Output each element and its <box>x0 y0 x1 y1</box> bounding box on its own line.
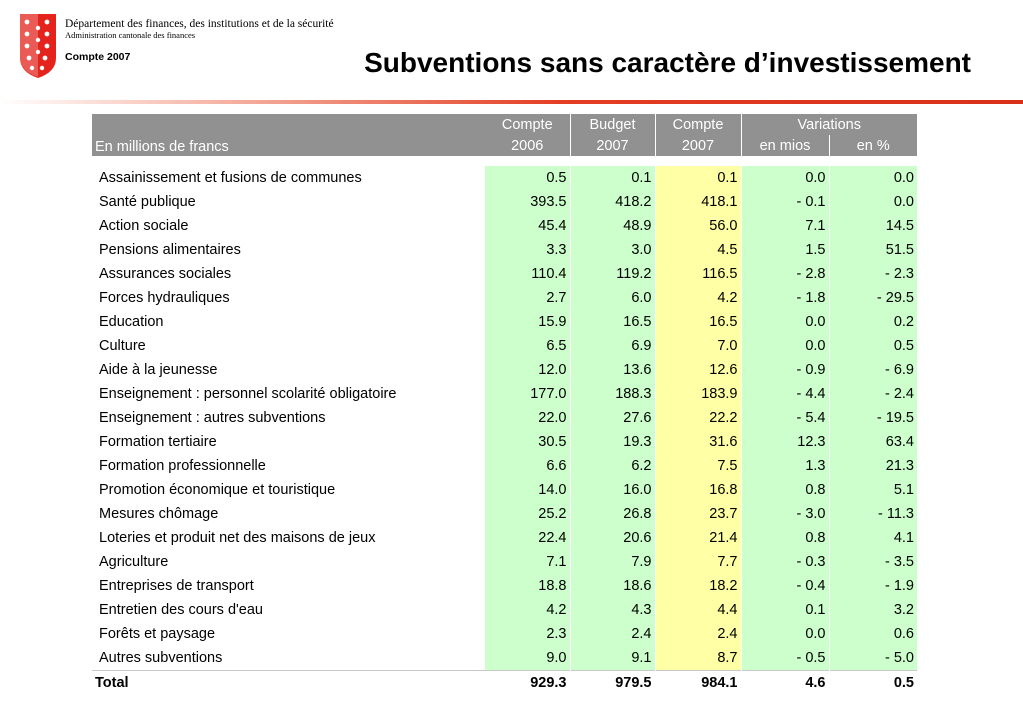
row-label: Loteries et produit net des maisons de jeux <box>99 530 376 546</box>
cell-c2006: 393.5 <box>485 190 570 214</box>
cell-var-mios: - 1.8 <box>741 286 829 310</box>
cell-c2006: 7.1 <box>485 550 570 574</box>
cell-c2006: 177.0 <box>485 382 570 406</box>
col-compte-2006-top: Compte <box>485 114 570 135</box>
cell-b2007: 18.6 <box>570 574 655 598</box>
cell-var-mios: - 0.3 <box>741 550 829 574</box>
table-row <box>92 334 917 358</box>
cell-c2007: 56.0 <box>655 214 741 238</box>
row-label: Agriculture <box>99 554 169 570</box>
cell-c2007: 183.9 <box>655 382 741 406</box>
cell-var-pct: - 6.9 <box>829 358 917 382</box>
row-label: Pensions alimentaires <box>99 242 241 258</box>
cell-c2007: 116.5 <box>655 262 741 286</box>
cell-var-pct: 0.5 <box>829 671 917 696</box>
cell-var-mios: - 2.8 <box>741 262 829 286</box>
cell-var-pct: - 29.5 <box>829 286 917 310</box>
row-label: Assainissement et fusions de communes <box>99 170 362 186</box>
col-variation-pct: en % <box>829 135 917 156</box>
page-title: Subventions sans caractère d’investissement <box>364 47 971 78</box>
cell-c2007: 21.4 <box>655 526 741 550</box>
canton-valais-coat-of-arms-icon <box>20 14 56 78</box>
cell-var-mios: 4.6 <box>741 671 829 696</box>
cell-c2006: 22.4 <box>485 526 570 550</box>
cell-var-pct: - 1.9 <box>829 574 917 598</box>
table-row <box>92 382 917 406</box>
col-budget-2007-bottom: 2007 <box>570 135 655 156</box>
table-row <box>92 166 917 190</box>
row-label: Mesures chômage <box>99 506 219 522</box>
cell-c2006: 3.3 <box>485 238 570 262</box>
table-row <box>92 406 917 430</box>
subsidies-table <box>92 114 917 695</box>
cell-b2007: 0.1 <box>570 166 655 190</box>
table-row <box>92 286 917 310</box>
row-label: Aide à la jeunesse <box>99 362 218 378</box>
cell-b2007: 119.2 <box>570 262 655 286</box>
table-row <box>92 238 917 262</box>
cell-c2006: 25.2 <box>485 502 570 526</box>
cell-var-pct: - 19.5 <box>829 406 917 430</box>
col-variation-mios: en mios <box>741 135 829 156</box>
cell-b2007: 13.6 <box>570 358 655 382</box>
row-label: Total <box>92 671 485 696</box>
row-label: Autres subventions <box>99 650 223 666</box>
cell-c2007: 418.1 <box>655 190 741 214</box>
cell-b2007: 6.9 <box>570 334 655 358</box>
cell-c2006: 4.2 <box>485 598 570 622</box>
col-compte-2007-top: Compte <box>655 114 741 135</box>
cell-b2007: 48.9 <box>570 214 655 238</box>
cell-c2007: 4.5 <box>655 238 741 262</box>
cell-c2006: 12.0 <box>485 358 570 382</box>
cell-b2007: 16.5 <box>570 310 655 334</box>
department-name: Département des finances, des institutions et de la sécurité <box>65 18 334 30</box>
row-label: Santé publique <box>99 194 196 210</box>
administration-name: Administration cantonale des finances <box>65 30 196 40</box>
cell-c2007: 4.2 <box>655 286 741 310</box>
cell-c2007: 7.7 <box>655 550 741 574</box>
cell-var-mios: 12.3 <box>741 430 829 454</box>
cell-b2007: 2.4 <box>570 622 655 646</box>
table-row <box>92 646 917 671</box>
table-row <box>92 622 917 646</box>
table-row <box>92 550 917 574</box>
table-row <box>92 478 917 502</box>
table-row <box>92 598 917 622</box>
cell-c2006: 2.7 <box>485 286 570 310</box>
document-subtitle: Compte 2007 <box>65 51 131 63</box>
cell-c2007: 12.6 <box>655 358 741 382</box>
cell-b2007: 19.3 <box>570 430 655 454</box>
cell-var-pct: - 5.0 <box>829 646 917 671</box>
cell-c2006: 45.4 <box>485 214 570 238</box>
cell-b2007: 418.2 <box>570 190 655 214</box>
row-label: Forces hydrauliques <box>99 290 230 306</box>
cell-c2007: 2.4 <box>655 622 741 646</box>
cell-b2007: 27.6 <box>570 406 655 430</box>
cell-c2006: 110.4 <box>485 262 570 286</box>
table-total-row <box>92 671 917 696</box>
cell-b2007: 6.0 <box>570 286 655 310</box>
row-label: Formation tertiaire <box>99 434 217 450</box>
row-label: Entreprises de transport <box>99 578 254 594</box>
cell-c2007: 4.4 <box>655 598 741 622</box>
cell-b2007: 6.2 <box>570 454 655 478</box>
cell-b2007: 16.0 <box>570 478 655 502</box>
cell-var-mios: 0.0 <box>741 622 829 646</box>
table-row <box>92 310 917 334</box>
cell-var-mios: - 0.4 <box>741 574 829 598</box>
table-row <box>92 262 917 286</box>
cell-c2007: 0.1 <box>655 166 741 190</box>
col-compte-2007-bottom: 2007 <box>655 135 741 156</box>
cell-b2007: 3.0 <box>570 238 655 262</box>
table-row <box>92 358 917 382</box>
cell-c2006: 30.5 <box>485 430 570 454</box>
table-row <box>92 574 917 598</box>
table-row <box>92 454 917 478</box>
cell-var-mios: 1.5 <box>741 238 829 262</box>
cell-c2007: 16.8 <box>655 478 741 502</box>
cell-var-pct: 14.5 <box>829 214 917 238</box>
cell-b2007: 188.3 <box>570 382 655 406</box>
cell-var-mios: - 0.9 <box>741 358 829 382</box>
table-row <box>92 214 917 238</box>
cell-var-pct: - 2.4 <box>829 382 917 406</box>
cell-var-mios: 0.8 <box>741 478 829 502</box>
cell-c2006: 22.0 <box>485 406 570 430</box>
cell-b2007: 26.8 <box>570 502 655 526</box>
cell-b2007: 7.9 <box>570 550 655 574</box>
cell-var-mios: - 0.1 <box>741 190 829 214</box>
row-label: Enseignement : autres subventions <box>99 410 326 426</box>
row-label: Culture <box>99 338 146 354</box>
cell-c2006: 0.5 <box>485 166 570 190</box>
row-label: Formation professionnelle <box>99 458 266 474</box>
cell-var-mios: 0.0 <box>741 310 829 334</box>
cell-c2007: 23.7 <box>655 502 741 526</box>
cell-c2006: 929.3 <box>485 671 570 696</box>
cell-var-pct: 5.1 <box>829 478 917 502</box>
cell-var-pct: 3.2 <box>829 598 917 622</box>
row-label: Enseignement : personnel scolarité obligatoire <box>99 386 397 402</box>
cell-var-mios: 0.8 <box>741 526 829 550</box>
cell-var-pct: 21.3 <box>829 454 917 478</box>
cell-c2006: 15.9 <box>485 310 570 334</box>
cell-c2006: 18.8 <box>485 574 570 598</box>
cell-var-mios: - 0.5 <box>741 646 829 671</box>
cell-var-pct: 0.0 <box>829 190 917 214</box>
cell-c2006: 14.0 <box>485 478 570 502</box>
cell-b2007: 9.1 <box>570 646 655 671</box>
row-label: Entretien des cours d'eau <box>99 602 263 618</box>
row-label: Forêts et paysage <box>99 626 216 642</box>
cell-var-mios: 1.3 <box>741 454 829 478</box>
cell-var-mios: - 5.4 <box>741 406 829 430</box>
table-row <box>92 502 917 526</box>
cell-c2006: 2.3 <box>485 622 570 646</box>
cell-c2006: 6.5 <box>485 334 570 358</box>
header-divider <box>0 100 1023 104</box>
cell-b2007: 979.5 <box>570 671 655 696</box>
row-label: Action sociale <box>99 218 189 234</box>
unit-label: En millions de francs <box>92 114 485 156</box>
row-label: Education <box>99 314 164 330</box>
cell-b2007: 20.6 <box>570 526 655 550</box>
row-label: Assurances sociales <box>99 266 232 282</box>
col-compte-2006-bottom: 2006 <box>485 135 570 156</box>
cell-var-mios: 0.0 <box>741 166 829 190</box>
cell-c2007: 31.6 <box>655 430 741 454</box>
cell-var-mios: 7.1 <box>741 214 829 238</box>
cell-var-pct: 0.0 <box>829 166 917 190</box>
cell-c2007: 8.7 <box>655 646 741 671</box>
cell-var-pct: 0.6 <box>829 622 917 646</box>
table-row <box>92 526 917 550</box>
cell-c2007: 18.2 <box>655 574 741 598</box>
cell-var-mios: 0.0 <box>741 334 829 358</box>
cell-var-pct: 4.1 <box>829 526 917 550</box>
table-row <box>92 430 917 454</box>
cell-var-pct: - 11.3 <box>829 502 917 526</box>
row-label: Promotion économique et touristique <box>99 482 336 498</box>
cell-var-pct: 51.5 <box>829 238 917 262</box>
cell-c2006: 9.0 <box>485 646 570 671</box>
cell-var-mios: - 3.0 <box>741 502 829 526</box>
cell-c2007: 7.0 <box>655 334 741 358</box>
cell-var-mios: 0.1 <box>741 598 829 622</box>
cell-c2007: 984.1 <box>655 671 741 696</box>
cell-var-pct: - 2.3 <box>829 262 917 286</box>
table-row <box>92 190 917 214</box>
col-budget-2007-top: Budget <box>570 114 655 135</box>
cell-var-pct: 0.2 <box>829 310 917 334</box>
cell-c2006: 6.6 <box>485 454 570 478</box>
cell-b2007: 4.3 <box>570 598 655 622</box>
cell-c2007: 16.5 <box>655 310 741 334</box>
cell-var-pct: 63.4 <box>829 430 917 454</box>
cell-c2007: 22.2 <box>655 406 741 430</box>
col-variations: Variations <box>741 114 917 135</box>
cell-c2007: 7.5 <box>655 454 741 478</box>
cell-var-mios: - 4.4 <box>741 382 829 406</box>
cell-var-pct: - 3.5 <box>829 550 917 574</box>
cell-var-pct: 0.5 <box>829 334 917 358</box>
